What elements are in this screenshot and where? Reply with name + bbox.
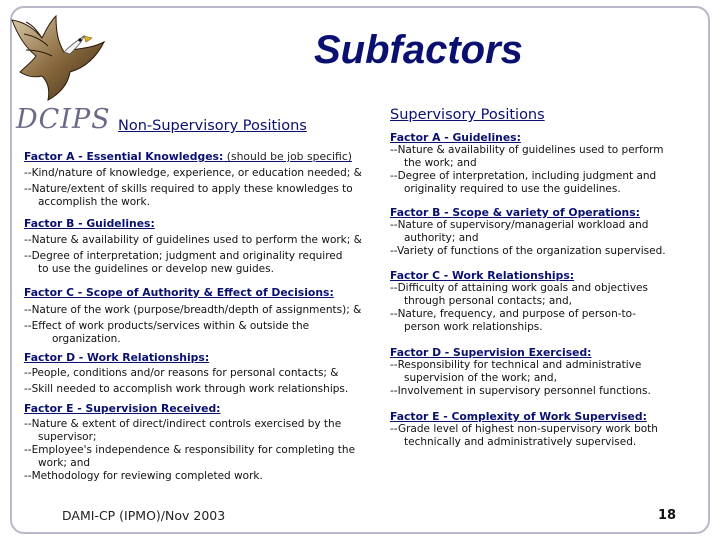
page-title: Subfactors (314, 28, 523, 72)
left-factor-c-line: organization. (52, 333, 121, 345)
left-factor-b-line: --Degree of interpretation; judgment and originality required (24, 250, 343, 262)
left-factor-d-heading: Factor D - Work Relationships: (24, 351, 210, 364)
right-factor-d-line: --Involvement in supervisory personnel functions. (390, 385, 651, 397)
supervisory-column (390, 131, 690, 449)
right-factor-a-line: --Nature & availability of guidelines used to perform (390, 144, 664, 156)
left-factor-b-heading: Factor B - Guidelines: (24, 217, 155, 230)
left-factor-b-line: to use the guidelines or develop new guides. (38, 263, 274, 275)
right-factor-c-heading: Factor C - Work Relationships: (390, 269, 575, 282)
left-factor-c-line: --Effect of work products/services within & outside the (24, 320, 310, 332)
left-factor-e-line: supervisor; (38, 431, 97, 443)
right-factor-d-heading: Factor D - Supervision Exercised: (390, 346, 592, 359)
right-factor-b-heading: Factor B - Scope & variety of Operations: (390, 206, 640, 219)
non-supervisory-heading: Non-Supervisory Positions (118, 118, 307, 134)
left-factor-a-line: --Kind/nature of knowledge, experience, or education needed; & (24, 167, 362, 179)
left-factor-a-line: accomplish the work. (38, 196, 150, 208)
left-factor-a-line: --Nature/extent of skills required to apply these knowledges to (24, 183, 353, 195)
left-factor-e-line: work; and (38, 457, 91, 469)
left-factor-c-line: --Nature of the work (purpose/breadth/depth of assignments); & (24, 304, 362, 316)
left-factor-e-heading: Factor E - Supervision Received: (24, 402, 221, 415)
non-supervisory-column (24, 150, 376, 483)
footer-text: DAMI-CP (IPMO)/Nov 2003 (62, 508, 226, 523)
right-factor-b-line: --Variety of functions of the organization supervised. (390, 245, 666, 257)
eagle-emblem-icon (4, 2, 116, 114)
left-factor-c-heading: Factor C - Scope of Authority & Effect of Decisions: (24, 286, 334, 299)
right-factor-a-line: originality required to use the guidelines. (404, 183, 621, 195)
left-factor-d-line: --Skill needed to accomplish work through work relationships. (24, 383, 349, 395)
supervisory-heading: Supervisory Positions (390, 107, 545, 123)
right-factor-b-line: authority; and (404, 232, 479, 244)
right-factor-d-line: supervision of the work; and, (404, 372, 557, 384)
left-factor-e-line: --Methodology for reviewing completed work. (24, 470, 263, 482)
right-factor-a-line: the work; and (404, 157, 477, 169)
right-factor-c-line: through personal contacts; and, (404, 295, 573, 307)
right-factor-d-line: --Responsibility for technical and administrative (390, 359, 642, 371)
left-factor-e-line: --Nature & extent of direct/indirect controls exercised by the (24, 418, 342, 430)
right-factor-e-heading: Factor E - Complexity of Work Supervised: (390, 410, 647, 423)
right-factor-a-heading: Factor A - Guidelines: (390, 131, 521, 144)
right-factor-c-line: --Nature, frequency, and purpose of person-to- (390, 308, 637, 320)
right-factor-b-line: --Nature of supervisory/managerial workload and (390, 219, 649, 231)
right-factor-c-line: person work relationships. (404, 321, 543, 333)
right-factor-e-line: technically and administratively supervised. (404, 436, 637, 448)
left-factor-a-heading: Factor A - Essential Knowledges: (should be job specific) (24, 150, 352, 163)
right-factor-a-line: --Degree of interpretation, including judgment and (390, 170, 657, 182)
left-factor-b-line: --Nature & availability of guidelines used to perform the work; & (24, 234, 362, 246)
left-factor-d-line: --People, conditions and/or reasons for personal contacts; & (24, 367, 339, 379)
left-factor-a-note: (should be job specific) (223, 150, 352, 163)
page-number: 18 (658, 508, 677, 523)
left-factor-e-line: --Employee's independence & responsibility for completing the (24, 444, 356, 456)
right-factor-e-line: --Grade level of highest non-supervisory work both (390, 423, 658, 435)
right-factor-c-line: --Difficulty of attaining work goals and objectives (390, 282, 648, 294)
dcips-logo: DCIPS (16, 104, 111, 135)
